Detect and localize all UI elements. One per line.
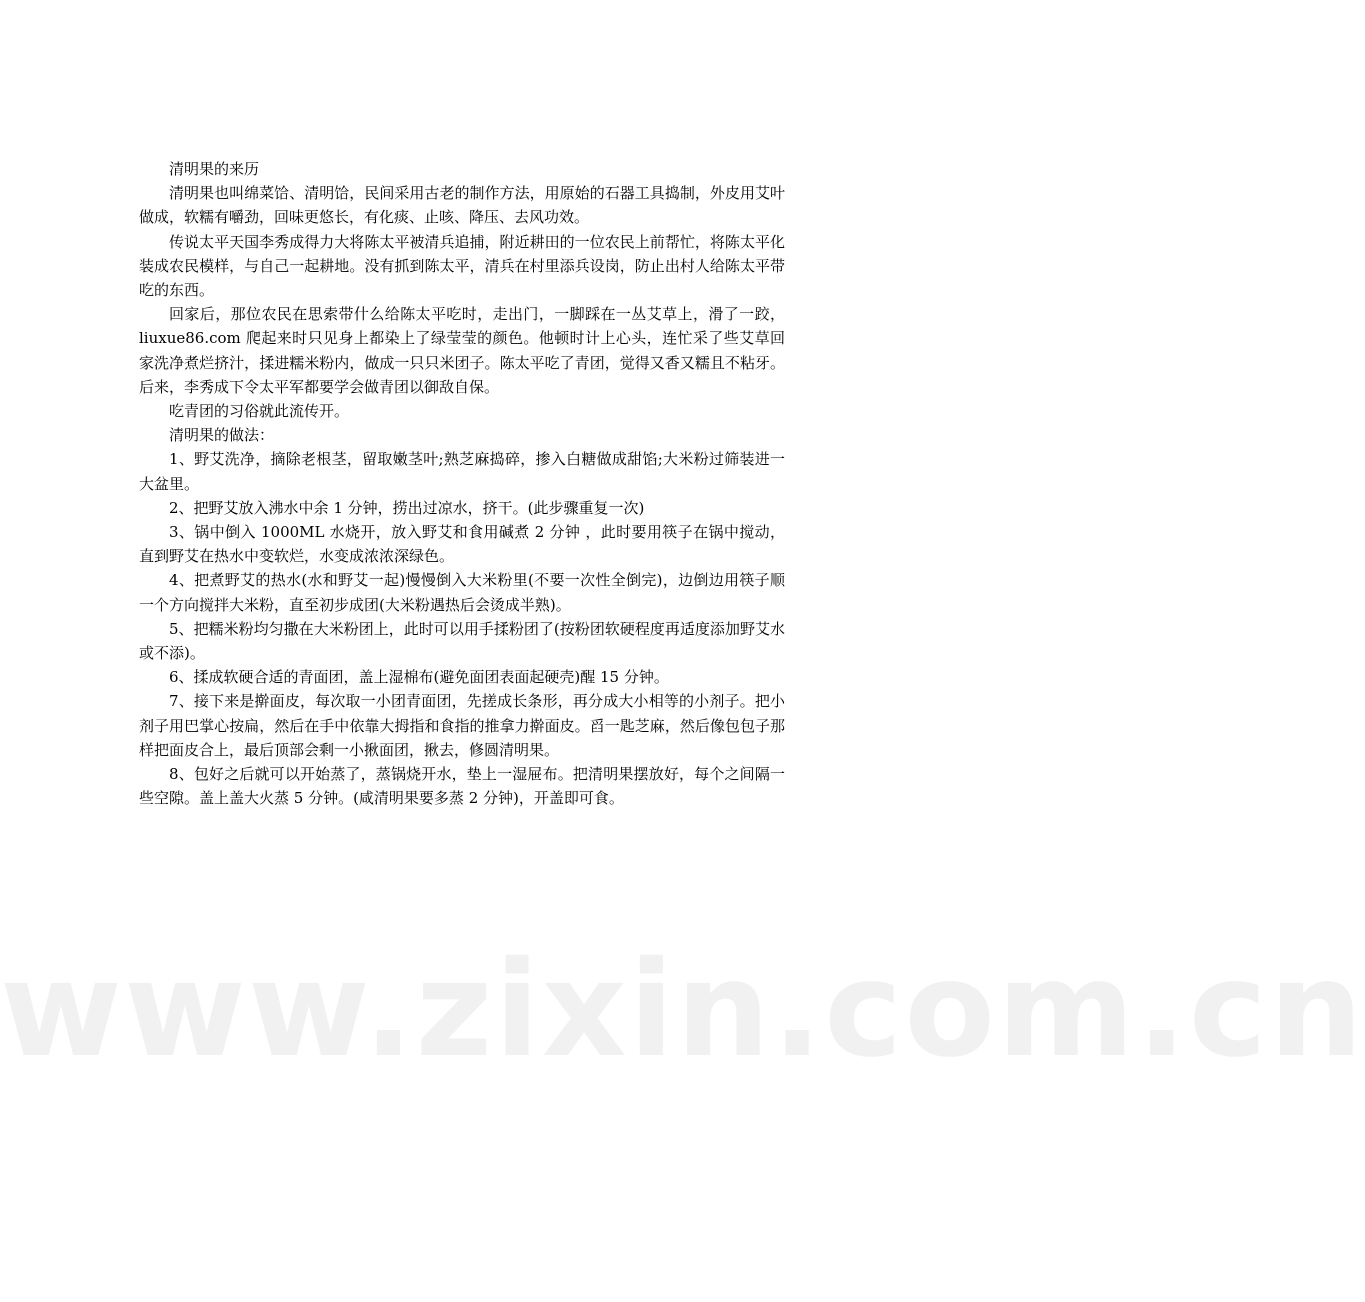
step-7: 7、接下来是擀面皮，每次取一小团青面团，先搓成长条形，再分成大小相等的小剂子。把小剂子用巴掌心按扁，然后在手中依靠大拇指和食指的推拿力擀面皮。舀一匙芝麻，然后像包包子那样把面皮合上，最后顶部会剩一小揪面团，揪去，修圆清明果。 <box>139 692 785 759</box>
document-body <box>139 157 785 810</box>
section-title-method: 清明果的做法： <box>169 426 275 445</box>
step-1: 1、野艾洗净，摘除老根茎，留取嫩茎叶;熟芝麻捣碎，掺入白糖做成甜馅;大米粉过筛装进一大盆里。 <box>139 450 785 493</box>
step-4: 4、把煮野艾的热水(水和野艾一起)慢慢倒入大米粉里(不要一次性全倒完)，边倒边用筷子顺一个方向搅拌大米粉，直至初步成团(大米粉遇热后会烫成半熟)。 <box>139 571 785 614</box>
step-2: 2、把野艾放入沸水中余 1 分钟，捞出过凉水，挤干。(此步骤重复一次) <box>169 498 645 517</box>
paragraph-intro: 清明果也叫绵菜饸、清明饸，民间采用古老的制作方法，用原始的石器工具捣制，外皮用艾叶做成，软糯有嚼劲，回味更悠长，有化痰、止咳、降压、去风功效。 <box>139 184 785 227</box>
paragraph-legend: 传说太平天国李秀成得力大将陈太平被清兵追捕，附近耕田的一位农民上前帮忙，将陈太平化装成农民模样，与自己一起耕地。没有抓到陈太平，清兵在村里添兵设岗，防止出村人给陈太平带吃的东西。 <box>139 232 785 300</box>
paragraph-custom: 吃青团的习俗就此流传开。 <box>169 402 350 421</box>
step-6: 6、揉成软硬合适的青面团，盖上湿棉布(避免面团表面起硬壳)醒 15 分钟。 <box>169 668 669 687</box>
step-5: 5、把糯米粉均匀撒在大米粉团上，此时可以用手揉粉团了(按粉团软硬程度再适度添加野艾水或不添)。 <box>139 619 785 663</box>
paragraph-story: 回家后，那位农民在思索带什么给陈太平吃时，走出门，一脚踩在一丛艾草上，滑了一跤，liuxue86.com 爬起来时只见身上都染上了绿莹莹的颜色。他顿时计上心头，连忙采了些艾草回家洗净煮烂挤汁，揉进糯米粉内，做成一只只米团子。陈太平吃了青团，觉得又香又糯且不粘牙。后来，李秀成下令太平军都要学会做青团以御敌自保。 <box>139 305 785 396</box>
section-title-origin: 清明果的来历 <box>169 160 260 178</box>
watermark-text: www.zixin.com.cn <box>0 933 1365 1087</box>
step-3: 3、锅中倒入 1000ML 水烧开，放入野艾和食用碱煮 2 分钟 ，此时要用筷子在锅中搅动，直到野艾在热水中变软烂，水变成浓浓深绿色。 <box>139 523 785 566</box>
step-8: 8、包好之后就可以开始蒸了，蒸锅烧开水，垫上一湿屉布。把清明果摆放好，每个之间隔一些空隙。盖上盖大火蒸 5 分钟。(咸清明果要多蒸 2 分钟)，开盖即可食。 <box>139 765 785 808</box>
